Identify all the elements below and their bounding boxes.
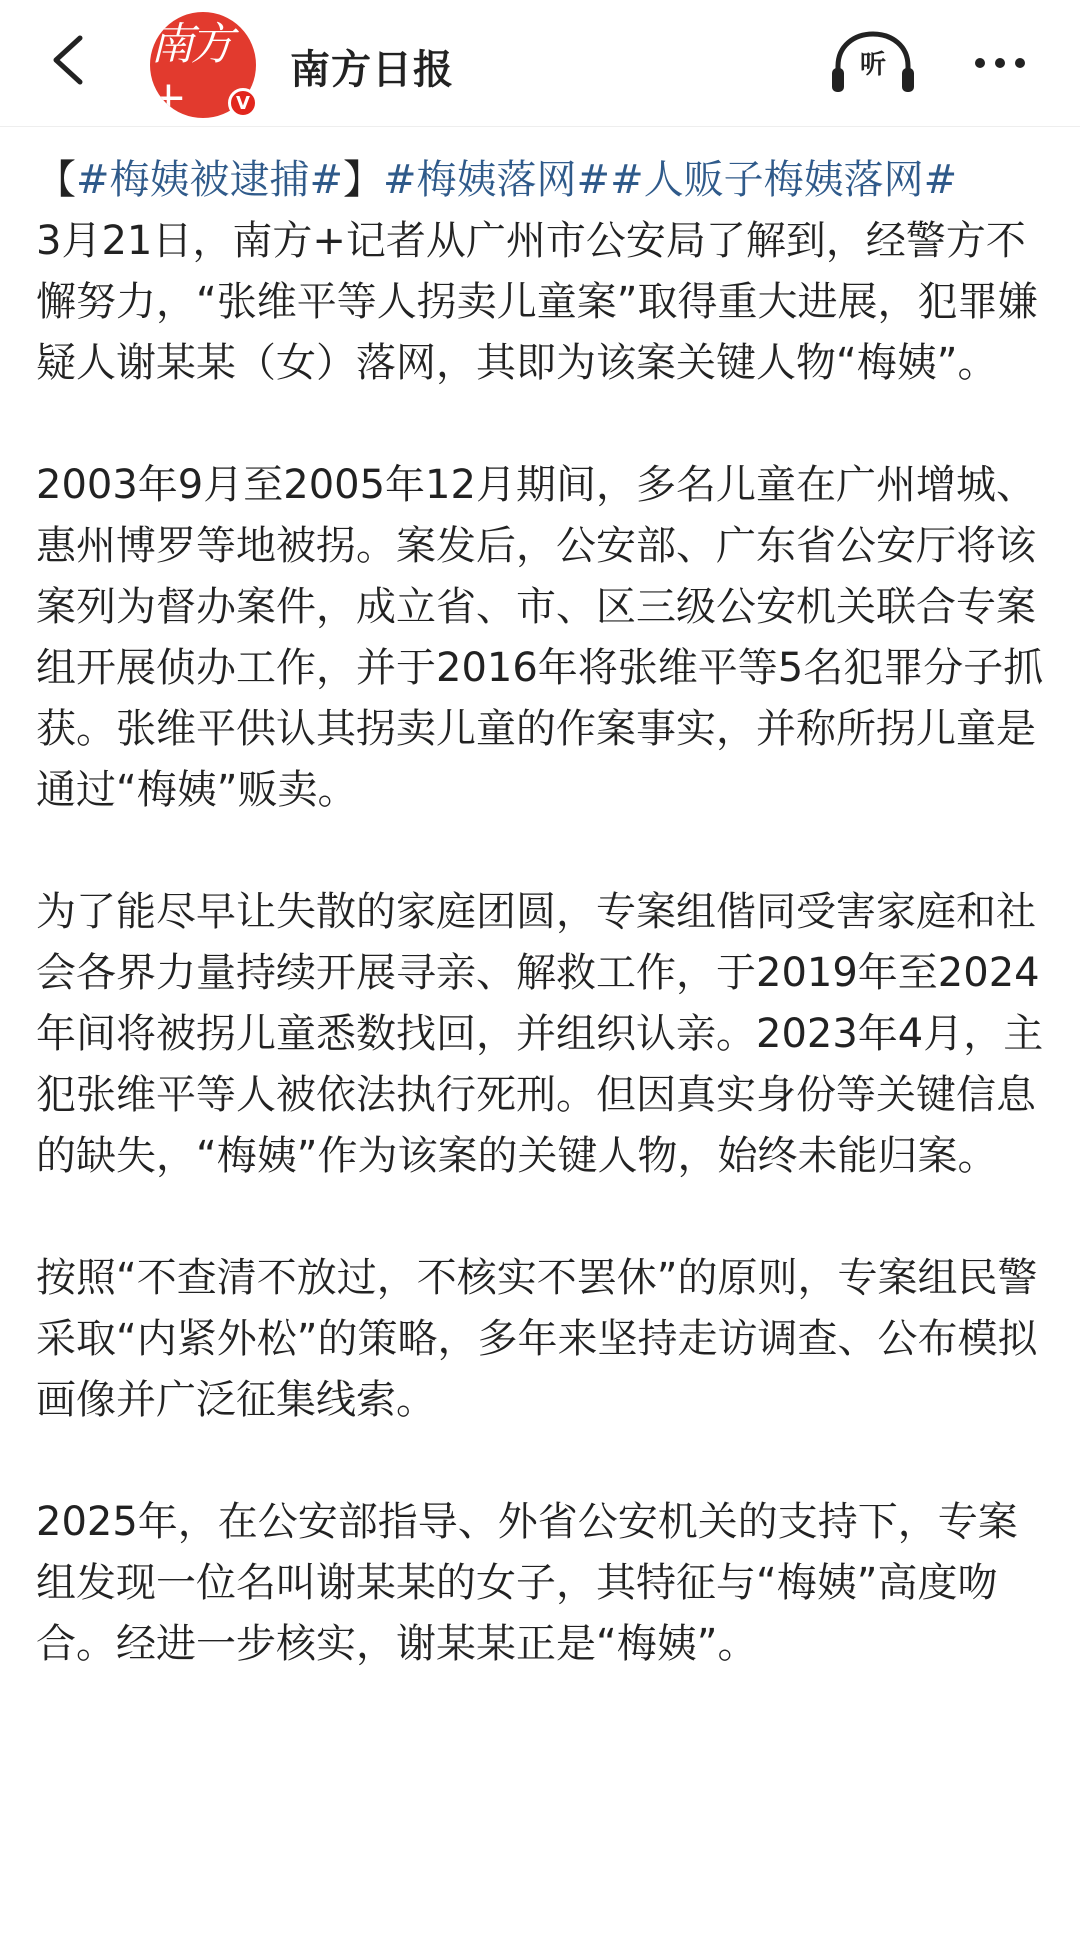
paragraph-1 (36, 150, 1046, 394)
more-button[interactable] (960, 36, 1040, 90)
more-dots-icon (975, 58, 985, 68)
topic-link-1[interactable]: #梅姨被逮捕# (76, 157, 344, 203)
back-button[interactable] (36, 28, 100, 92)
topic-link-3[interactable]: #人贩子梅姨落网# (610, 157, 958, 203)
paragraph-5: 2025年，在公安部指导、外省公安机关的支持下，专案组发现一位名叫谢某某的女子，其特征与“梅姨”高度吻合。经进一步核实，谢某某正是“梅姨”。 (36, 1499, 1018, 1667)
account-name[interactable]: 南方日报 (290, 47, 454, 93)
listen-button[interactable] (828, 30, 918, 98)
top-bar (0, 0, 1080, 127)
post-body (36, 150, 1046, 1736)
verified-badge-text: V (236, 92, 250, 114)
avatar-logo-text: 南方+ (150, 18, 230, 118)
paragraph-1-text: 3月21日，南方+记者从广州市公安局了解到，经警方不懈努力，“张维平等人拐卖儿童案”取得重大进展，犯罪嫌疑人谢某某（女）落网，其即为该案关键人物“梅姨”。 (36, 218, 1038, 386)
more-dots-icon (1015, 58, 1025, 68)
more-dots-icon (995, 58, 1005, 68)
lead-bracket-close: 】 (343, 157, 384, 203)
avatar[interactable] (150, 12, 260, 122)
verified-badge (228, 88, 258, 118)
chevron-left-icon (48, 34, 88, 86)
paragraph-4: 按照“不查清不放过，不核实不罢休”的原则，专案组民警采取“内紧外松”的策略，多年来坚持走访调查、公布模拟画像并广泛征集线索。 (36, 1255, 1038, 1423)
listen-label: 听 (859, 50, 886, 80)
paragraph-3: 为了能尽早让失散的家庭团圆，专案组偕同受害家庭和社会各界力量持续开展寻亲、解救工作，于2019年至2024年间将被拐儿童悉数找回，并组织认亲。2023年4月，主犯张维平等人被依法执行死刑。但因真实身份等关键信息的缺失，“梅姨”作为该案的关键人物，始终未能归案。 (36, 889, 1044, 1179)
paragraph-2: 2003年9月至2005年12月期间，多名儿童在广州增城、惠州博罗等地被拐。案发后，公安部、广东省公安厅将该案列为督办案件，成立省、市、区三级公安机关联合专案组开展侦办工作，并于2016年将张维平等5名犯罪分子抓获。张维平供认其拐卖儿童的作案事实，并称所拐儿童是通过“梅姨”贩卖。 (36, 462, 1044, 813)
lead-bracket-open: 【 (36, 157, 76, 203)
topic-link-2[interactable]: #梅姨落网# (383, 157, 611, 203)
